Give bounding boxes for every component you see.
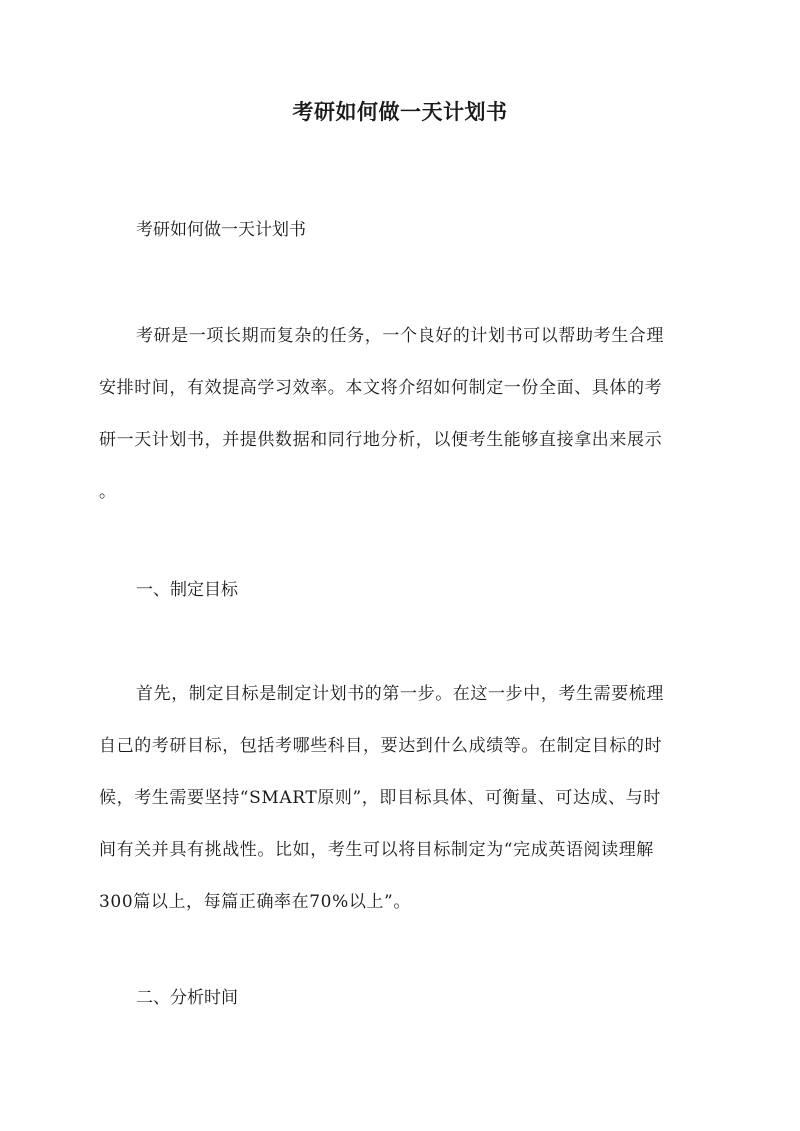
paragraph-line: 自己的考研目标，包括考哪些科目，要达到什么成绩等。在制定目标的时 xyxy=(99,736,663,756)
section-heading-time: 二、分析时间 xyxy=(136,988,238,1008)
paragraph-line: 候，考生需要坚持“SMART原则”，即目标具体、可衡量、可达成、与时 xyxy=(99,788,661,808)
paragraph-line: 研一天计划书，并提供数据和同行地分析，以便考生能够直接拿出来展示 xyxy=(99,430,663,450)
paragraph-line: 300篇以上，每篇正确率在70%以上”。 xyxy=(99,892,411,912)
document-title: 考研如何做一天计划书 xyxy=(292,99,508,124)
paragraph-line: 首先，制定目标是制定计划书的第一步。在这一步中，考生需要梳理 xyxy=(136,684,664,704)
paragraph-line: 间有关并具有挑战性。比如，考生可以将目标制定为“完成英语阅读理解 xyxy=(99,840,654,860)
intro-paragraph xyxy=(99,310,703,518)
document-subtitle: 考研如何做一天计划书 xyxy=(136,220,306,240)
goals-paragraph xyxy=(99,668,703,928)
paragraph-line: 考研是一项长期而复杂的任务，一个良好的计划书可以帮助考生合理 xyxy=(136,326,664,346)
section-heading-goals: 一、制定目标 xyxy=(136,580,238,600)
paragraph-line: 。 xyxy=(99,482,117,502)
paragraph-line: 安排时间，有效提高学习效率。本文将介绍如何制定一份全面、具体的考 xyxy=(99,378,663,398)
